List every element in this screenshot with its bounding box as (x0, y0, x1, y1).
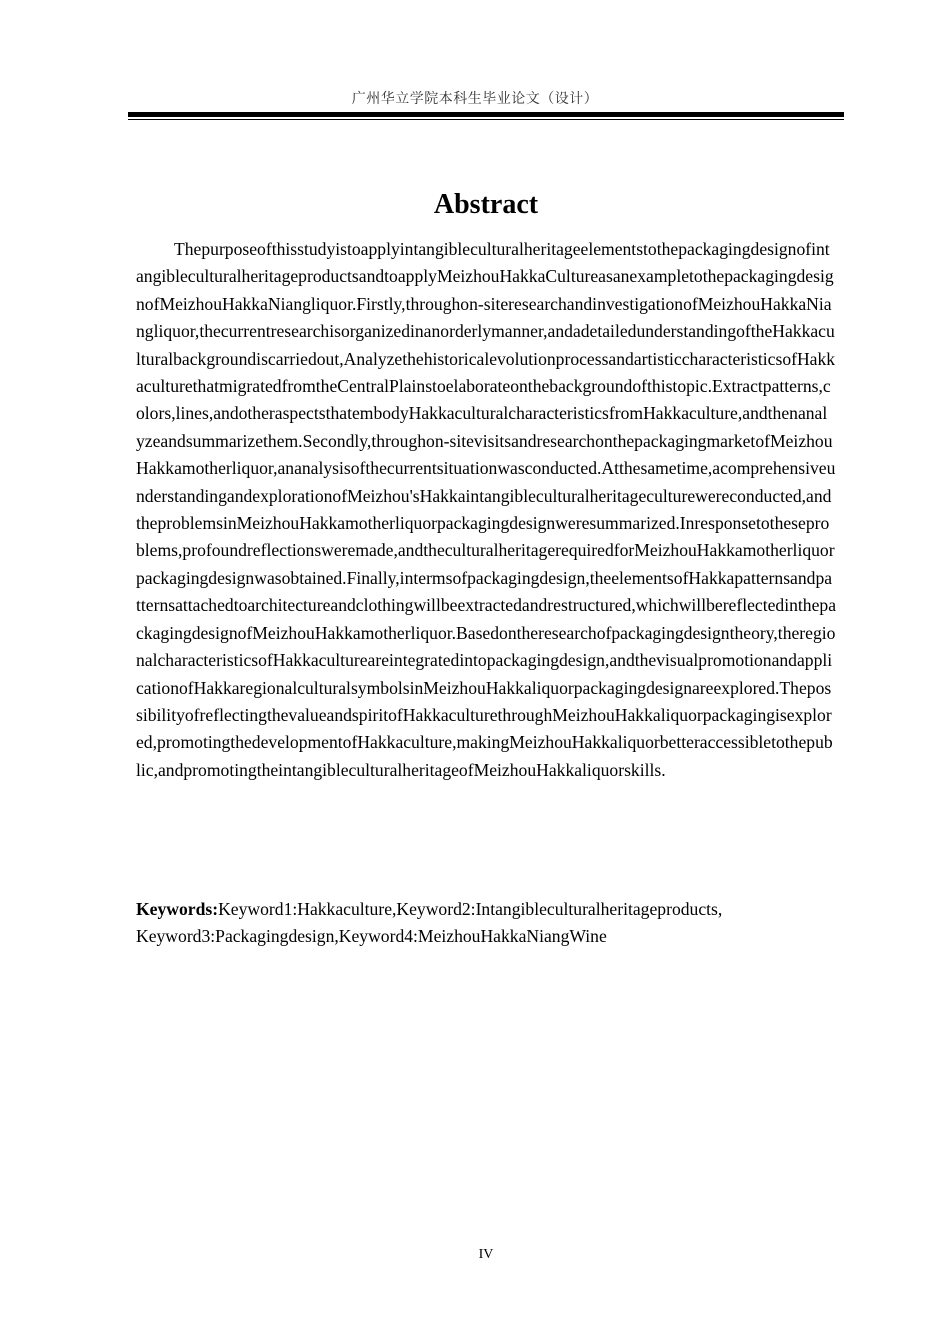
keywords-line-2: Keyword3:Packagingdesign,Keyword4:MeizhouHakkaNiangWine (136, 926, 607, 947)
abstract-body: ThepurposeofthisstudyistoapplyintangibleculturalheritageelementstothepackagingdesignofintangibleculturalheritageproductsandtoapplyMeizhouHakkaCultureasanexampletothepackagingdesignofMeizhouHakkaNiangliquor.Firstly,throughon-siteresearchandinvestigationofMeizhouHakkaNiangliquor,thecurrentresearchisorganizedinanorderlymanner,andadetailedunderstandingoftheHakkaculturalbackgroundiscarriedout,AnalyzethehistoricalevolutionprocessandartisticcharacteristicsofHakkaculturethatmigratedfromtheCentralPlainstoelaborateonthebackgroundofthistopic.Extractpatterns,colors,lines,andotheraspectsthatembodyHakkaculturalcharacteristicsfromHakkaculture,andthenanalyzeandsummarizethem.Secondly,throughon-sitevisitsandresearchonthepackagingmarketofMeizhouHakkamotherliquor,ananalysisofthecurrentsituationwasconducted.Atthesametime,acomprehensiveunderstandingandexplorationofMeizhou'sHakkaintangibleculturalheritageculturewereconducted,andtheproblemsinMeizhouHakkamotherliquorpackagingdesignweresummarized.Inresponsetotheseproblems,profoundreflectionsweremade,andtheculturalheritagerequiredforMeizhouHakkamotherliquorpackagingdesignwasobtained.Finally,intermsofpackagingdesign,theelementsofHakkapatternsandpatternsattachedtoarchitectureandclothingwillbeextractedandrestructured,whichwillbereflectedinthepackagingdesignofMeizhouHakkamotherliquor.Basedontheresearchofpackagingdesigntheory,theregionalcharacteristicsofHakkacultureareintegratedintopackagingdesign,andthevisualpromotionandapplicationofHakkaregionalculturalsymbolsinMeizhouHakkaliquorpackagingdesignareexplored.ThepossibilityofreflectingthevalueandspiritofHakkaculturethroughMeizhouHakkaliquorpackagingisexplored,promotingthedevelopmentofHakkaculture,makingMeizhouHakkaliquorbetteraccessibletothepublic,andpromotingtheintangibleculturalheritageofMeizhouHakkaliquorskills. (136, 239, 837, 780)
abstract-title: Abstract (433, 188, 539, 220)
header-rule-thin (128, 119, 844, 120)
header-rule-thick (128, 112, 844, 117)
running-header: 广州华立学院本科生毕业论文（设计） (351, 91, 599, 107)
keywords-line-1: Keyword1:Hakkaculture,Keyword2:Intangibleculturalheritageproducts, (218, 899, 723, 919)
keywords-section (136, 896, 836, 951)
keywords-label: Keywords: (136, 899, 219, 919)
page-number: IV (478, 1247, 494, 1262)
